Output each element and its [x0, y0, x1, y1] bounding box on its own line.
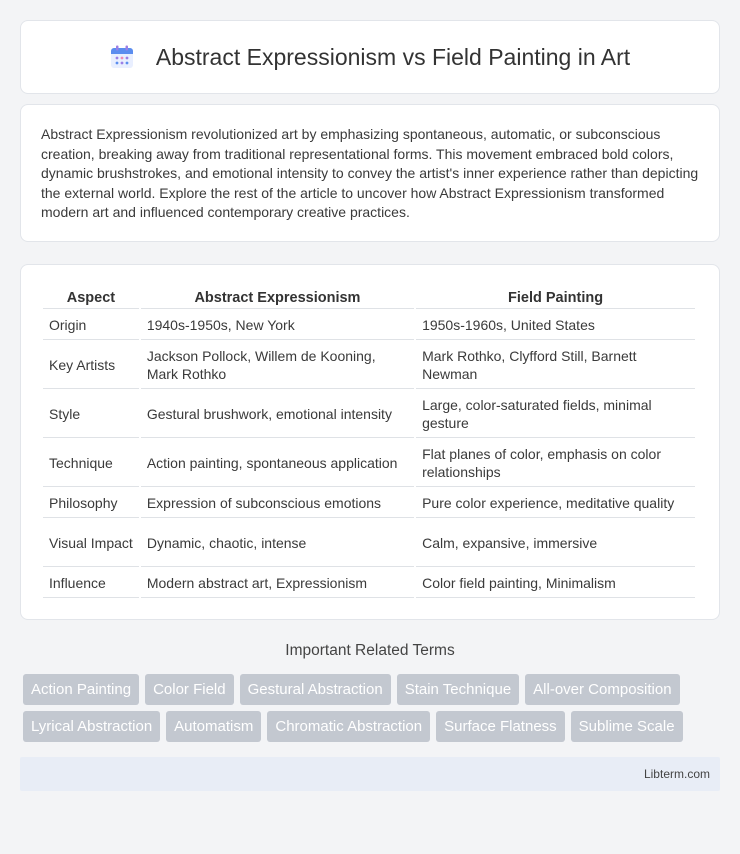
tag-sublime-scale[interactable]: Sublime Scale [571, 711, 683, 742]
footer-site-link[interactable]: Libterm.com [643, 767, 710, 781]
footer [20, 757, 720, 791]
tag-stain-technique[interactable]: Stain Technique [397, 674, 519, 705]
related-terms-title: Important Related Terms [285, 642, 455, 659]
cell-abstract-expressionism: Expression of subconscious emotions [141, 489, 414, 518]
comparison-card [20, 264, 720, 620]
cell-aspect: Influence [43, 569, 139, 598]
cell-abstract-expressionism: Action painting, spontaneous application [141, 440, 414, 487]
cell-aspect: Technique [43, 440, 139, 487]
tag-automatism[interactable]: Automatism [166, 711, 261, 742]
tag-all-over-composition[interactable]: All-over Composition [525, 674, 679, 705]
calendar-grid-icon [110, 45, 134, 69]
table-row [43, 520, 695, 567]
tag-chromatic-abstraction[interactable]: Chromatic Abstraction [267, 711, 430, 742]
cell-abstract-expressionism: Gestural brushwork, emotional intensity [141, 391, 414, 438]
tag-lyrical-abstraction[interactable]: Lyrical Abstraction [23, 711, 160, 742]
tag-gestural-abstraction[interactable]: Gestural Abstraction [240, 674, 391, 705]
table-row [43, 569, 695, 598]
intro-paragraph: Abstract Expressionism revolutionized art by emphasizing spontaneous, automatic, or subconscious creation, breaking away from traditional representational forms. This movement embraced bold colors, dynamic brushstrokes, and emotional intensity to convey the artist's inner experience rather than depicting the external world. Explore the rest of the article to uncover how Abstract Expressionism transformed modern art and influenced contemporary creative practices. [41, 126, 699, 220]
cell-aspect: Visual Impact [43, 520, 139, 567]
cell-field-painting: Color field painting, Minimalism [416, 569, 695, 598]
intro-card [20, 104, 720, 242]
title-card [20, 20, 720, 94]
cell-field-painting: Calm, expansive, immersive [416, 520, 695, 567]
cell-aspect: Philosophy [43, 489, 139, 518]
cell-field-painting: Large, color-saturated fields, minimal gesture [416, 391, 695, 438]
cell-aspect: Style [43, 391, 139, 438]
table-row [43, 342, 695, 389]
cell-field-painting: Pure color experience, meditative quality [416, 489, 695, 518]
page-title: Abstract Expressionism vs Field Painting in Art [155, 43, 631, 70]
cell-field-painting: 1950s-1960s, United States [416, 311, 695, 340]
table-row [43, 440, 695, 487]
header-field-painting: Field Painting [416, 287, 695, 309]
table-row [43, 489, 695, 518]
cell-abstract-expressionism: 1940s-1950s, New York [141, 311, 414, 340]
related-terms-list [20, 674, 720, 748]
cell-field-painting: Mark Rothko, Clyfford Still, Barnett Newman [416, 342, 695, 389]
tag-color-field[interactable]: Color Field [145, 674, 234, 705]
table-row [43, 311, 695, 340]
tag-action-painting[interactable]: Action Painting [23, 674, 139, 705]
comparison-table [41, 285, 697, 600]
header-abstract-expressionism: Abstract Expressionism [141, 287, 414, 309]
tag-surface-flatness[interactable]: Surface Flatness [436, 711, 565, 742]
header-aspect: Aspect [43, 287, 139, 309]
cell-abstract-expressionism: Jackson Pollock, Willem de Kooning, Mark Rothko [141, 342, 414, 389]
table-row [43, 391, 695, 438]
cell-abstract-expressionism: Dynamic, chaotic, intense [141, 520, 414, 567]
cell-field-painting: Flat planes of color, emphasis on color relationships [416, 440, 695, 487]
cell-aspect: Key Artists [43, 342, 139, 389]
table-header-row [43, 287, 695, 309]
cell-abstract-expressionism: Modern abstract art, Expressionism [141, 569, 414, 598]
cell-aspect: Origin [43, 311, 139, 340]
